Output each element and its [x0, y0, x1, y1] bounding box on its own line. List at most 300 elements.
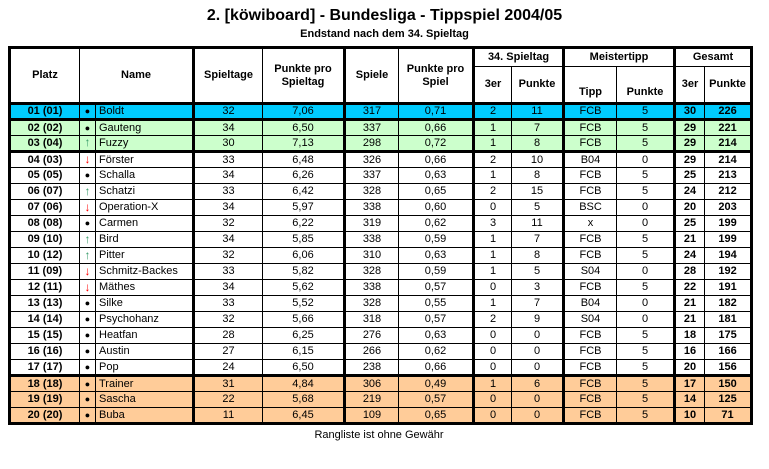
header-name: Name [80, 48, 194, 104]
table-row [10, 136, 752, 152]
table-header [10, 48, 752, 104]
meistertipp-punkte-cell: 5 [617, 392, 675, 408]
gesamt-punkte-cell: 194 [705, 248, 752, 264]
punkte-pro-spiel-cell: 0,62 [399, 344, 474, 360]
spieltag34-punkte-cell: 10 [512, 152, 564, 168]
spieltag34-punkte-cell: 0 [512, 360, 564, 376]
trend-cell [80, 120, 96, 136]
trend-cell [80, 168, 96, 184]
spieltage-cell: 24 [194, 360, 263, 376]
spieltag34-punkte-cell: 7 [512, 120, 564, 136]
player-name-cell: Austin [96, 344, 194, 360]
player-name-cell: Heatfan [96, 328, 194, 344]
spieltag34-punkte-cell: 9 [512, 312, 564, 328]
trend-icon: ↑ [84, 247, 91, 262]
gesamt-punkte-cell: 192 [705, 264, 752, 280]
trend-icon: ● [84, 330, 91, 340]
spieltag34-3er-cell: 0 [474, 392, 512, 408]
spieltag34-3er-cell: 2 [474, 184, 512, 200]
spieltag34-punkte-cell: 0 [512, 392, 564, 408]
meistertipp-tipp-cell: S04 [564, 264, 617, 280]
spieltag34-punkte-cell: 0 [512, 344, 564, 360]
spiele-cell: 219 [345, 392, 399, 408]
gesamt-3er-cell: 10 [675, 408, 705, 424]
gesamt-3er-cell: 25 [675, 168, 705, 184]
header-34-punkte: Punkte [512, 67, 564, 104]
trend-cell [80, 296, 96, 312]
header-gesamt-3er: 3er [675, 67, 705, 104]
rank-cell: 16 (16) [10, 344, 80, 360]
table-row [10, 312, 752, 328]
spieltag34-3er-cell: 1 [474, 264, 512, 280]
spieltag34-punkte-cell: 11 [512, 216, 564, 232]
gesamt-3er-cell: 24 [675, 248, 705, 264]
player-name-cell: Bird [96, 232, 194, 248]
page-title: 2. [köwiboard] - Bundesliga - Tippspiel 2004/05 [206, 7, 563, 24]
punkte-pro-spiel-cell: 0,66 [399, 360, 474, 376]
trend-icon: ↑ [84, 135, 91, 149]
meistertipp-punkte-cell: 0 [617, 264, 675, 280]
spieltag34-3er-cell: 0 [474, 408, 512, 424]
meistertipp-punkte-cell: 5 [617, 344, 675, 360]
trend-cell [80, 264, 96, 280]
spieltag34-3er-cell: 1 [474, 248, 512, 264]
punkte-pro-spiel-cell: 0,63 [399, 248, 474, 264]
table-row [10, 232, 752, 248]
punkte-pro-spiel-cell: 0,57 [399, 280, 474, 296]
header-meistertipp-punkte: Punkte [617, 67, 675, 104]
punkte-pro-spieltag-cell: 5,66 [263, 312, 345, 328]
gesamt-punkte-cell: 125 [705, 392, 752, 408]
spieltage-cell: 33 [194, 264, 263, 280]
table-row [10, 104, 752, 120]
header-34-3er: 3er [474, 67, 512, 104]
meistertipp-punkte-cell: 0 [617, 312, 675, 328]
table-row [10, 296, 752, 312]
gesamt-punkte-cell: 150 [705, 376, 752, 392]
player-name-cell: Carmen [96, 216, 194, 232]
rank-cell: 15 (15) [10, 328, 80, 344]
spieltag34-3er-cell: 1 [474, 168, 512, 184]
gesamt-3er-cell: 18 [675, 328, 705, 344]
spieltag34-3er-cell: 0 [474, 328, 512, 344]
spieltag34-punkte-cell: 5 [512, 264, 564, 280]
spiele-cell: 337 [345, 120, 399, 136]
rank-cell: 01 (01) [10, 104, 80, 120]
meistertipp-tipp-cell: FCB [564, 280, 617, 296]
rank-cell: 18 (18) [10, 376, 80, 392]
player-name-cell: Fuzzy [96, 136, 194, 152]
meistertipp-tipp-cell: FCB [564, 376, 617, 392]
spieltage-cell: 28 [194, 328, 263, 344]
trend-cell [80, 328, 96, 344]
trend-cell [80, 152, 96, 168]
spieltag34-3er-cell: 0 [474, 344, 512, 360]
punkte-pro-spiel-cell: 0,62 [399, 216, 474, 232]
player-name-cell: Psychohanz [96, 312, 194, 328]
rank-cell: 07 (06) [10, 200, 80, 216]
punkte-pro-spiel-cell: 0,66 [399, 120, 474, 136]
spieltag34-punkte-cell: 7 [512, 296, 564, 312]
punkte-pro-spieltag-cell: 6,45 [263, 408, 345, 424]
meistertipp-punkte-cell: 5 [617, 232, 675, 248]
table-row [10, 184, 752, 200]
trend-cell [80, 136, 96, 152]
spieltag34-punkte-cell: 6 [512, 376, 564, 392]
gesamt-3er-cell: 29 [675, 136, 705, 152]
rank-cell: 12 (11) [10, 280, 80, 296]
meistertipp-tipp-cell: B04 [564, 152, 617, 168]
header-group-34-spieltag: 34. Spieltag [474, 48, 564, 67]
spiele-cell: 318 [345, 312, 399, 328]
spiele-cell: 337 [345, 168, 399, 184]
rank-cell: 05 (05) [10, 168, 80, 184]
rank-cell: 13 (13) [10, 296, 80, 312]
rank-cell: 10 (12) [10, 248, 80, 264]
player-name-cell: Sascha [96, 392, 194, 408]
rank-cell: 04 (03) [10, 152, 80, 168]
player-name-cell: Gauteng [96, 120, 194, 136]
trend-cell [80, 216, 96, 232]
gesamt-punkte-cell: 182 [705, 296, 752, 312]
punkte-pro-spieltag-cell: 6,50 [263, 360, 345, 376]
punkte-pro-spieltag-cell: 5,62 [263, 280, 345, 296]
meistertipp-tipp-cell: FCB [564, 184, 617, 200]
punkte-pro-spiel-cell: 0,63 [399, 168, 474, 184]
spieltag34-punkte-cell: 15 [512, 184, 564, 200]
trend-cell [80, 104, 96, 120]
meistertipp-punkte-cell: 5 [617, 120, 675, 136]
header-group-gesamt: Gesamt [675, 48, 752, 67]
gesamt-3er-cell: 22 [675, 280, 705, 296]
trend-icon: ● [84, 378, 91, 389]
trend-icon: ● [84, 218, 91, 228]
trend-icon: ● [84, 394, 91, 404]
gesamt-3er-cell: 20 [675, 200, 705, 216]
rank-cell: 08 (08) [10, 216, 80, 232]
spiele-cell: 328 [345, 264, 399, 280]
spieltage-cell: 34 [194, 232, 263, 248]
table-row [10, 200, 752, 216]
meistertipp-punkte-cell: 5 [617, 184, 675, 200]
punkte-pro-spiel-cell: 0,72 [399, 136, 474, 152]
header-punkte-pro-spieltag: Punkte pro Spieltag [263, 48, 345, 104]
gesamt-punkte-cell: 214 [705, 136, 752, 152]
gesamt-punkte-cell: 213 [705, 168, 752, 184]
player-name-cell: Pop [96, 360, 194, 376]
spiele-cell: 310 [345, 248, 399, 264]
punkte-pro-spiel-cell: 0,57 [399, 312, 474, 328]
spieltage-cell: 22 [194, 392, 263, 408]
table-row [10, 328, 752, 344]
punkte-pro-spieltag-cell: 6,42 [263, 184, 345, 200]
header-tipp: Tipp [564, 67, 617, 104]
table-row [10, 152, 752, 168]
gesamt-punkte-cell: 175 [705, 328, 752, 344]
table-row [10, 120, 752, 136]
spieltage-cell: 32 [194, 248, 263, 264]
trend-cell [80, 360, 96, 376]
trend-cell [80, 312, 96, 328]
player-name-cell: Schmitz-Backes [96, 264, 194, 280]
spieltag34-punkte-cell: 11 [512, 104, 564, 120]
spieltag34-punkte-cell: 5 [512, 200, 564, 216]
player-name-cell: Trainer [96, 376, 194, 392]
table-row [10, 360, 752, 376]
punkte-pro-spiel-cell: 0,59 [399, 264, 474, 280]
spieltage-cell: 34 [194, 120, 263, 136]
table-row [10, 280, 752, 296]
trend-icon: ● [84, 409, 91, 420]
spiele-cell: 109 [345, 408, 399, 424]
punkte-pro-spieltag-cell: 6,50 [263, 120, 345, 136]
spieltag34-3er-cell: 2 [474, 104, 512, 120]
gesamt-punkte-cell: 181 [705, 312, 752, 328]
rank-cell: 09 (10) [10, 232, 80, 248]
spiele-cell: 306 [345, 376, 399, 392]
rank-cell: 19 (19) [10, 392, 80, 408]
meistertipp-punkte-cell: 5 [617, 248, 675, 264]
trend-icon: ● [84, 314, 91, 324]
header-punkte-pro-spiel: Punkte pro Spiel [399, 48, 474, 104]
player-name-cell: Silke [96, 296, 194, 312]
trend-icon: ● [84, 170, 91, 180]
meistertipp-punkte-cell: 0 [617, 200, 675, 216]
gesamt-3er-cell: 21 [675, 232, 705, 248]
spieltage-cell: 32 [194, 216, 263, 232]
meistertipp-tipp-cell: x [564, 216, 617, 232]
spieltag34-punkte-cell: 3 [512, 280, 564, 296]
meistertipp-punkte-cell: 0 [617, 152, 675, 168]
gesamt-3er-cell: 16 [675, 344, 705, 360]
punkte-pro-spiel-cell: 0,57 [399, 392, 474, 408]
trend-icon: ● [84, 106, 91, 116]
player-name-cell: Pitter [96, 248, 194, 264]
meistertipp-punkte-cell: 5 [617, 136, 675, 152]
header-platz: Platz [10, 48, 80, 104]
spieltag34-3er-cell: 2 [474, 152, 512, 168]
punkte-pro-spieltag-cell: 5,82 [263, 264, 345, 280]
gesamt-3er-cell: 29 [675, 120, 705, 136]
punkte-pro-spieltag-cell: 5,68 [263, 392, 345, 408]
gesamt-3er-cell: 17 [675, 376, 705, 392]
player-name-cell: Operation-X [96, 200, 194, 216]
spieltag34-3er-cell: 0 [474, 200, 512, 216]
gesamt-3er-cell: 25 [675, 216, 705, 232]
spiele-cell: 276 [345, 328, 399, 344]
punkte-pro-spieltag-cell: 4,84 [263, 376, 345, 392]
punkte-pro-spiel-cell: 0,63 [399, 328, 474, 344]
meistertipp-tipp-cell: FCB [564, 104, 617, 120]
meistertipp-tipp-cell: BSC [564, 200, 617, 216]
meistertipp-tipp-cell: FCB [564, 344, 617, 360]
trend-cell [80, 232, 96, 248]
meistertipp-tipp-cell: FCB [564, 392, 617, 408]
gesamt-3er-cell: 14 [675, 392, 705, 408]
table-row [10, 264, 752, 280]
rank-cell: 11 (09) [10, 264, 80, 280]
spiele-cell: 298 [345, 136, 399, 152]
disclaimer-text: Rangliste ist ohne Gewähr [314, 429, 444, 441]
spiele-cell: 326 [345, 152, 399, 168]
meistertipp-tipp-cell: FCB [564, 168, 617, 184]
punkte-pro-spieltag-cell: 5,52 [263, 296, 345, 312]
spieltage-cell: 30 [194, 136, 263, 152]
punkte-pro-spieltag-cell: 6,48 [263, 152, 345, 168]
player-name-cell: Buba [96, 408, 194, 424]
spieltag34-3er-cell: 1 [474, 120, 512, 136]
trend-cell [80, 280, 96, 296]
rank-cell: 03 (04) [10, 136, 80, 152]
meistertipp-tipp-cell: FCB [564, 408, 617, 424]
trend-cell [80, 184, 96, 200]
gesamt-punkte-cell: 203 [705, 200, 752, 216]
meistertipp-punkte-cell: 5 [617, 280, 675, 296]
gesamt-punkte-cell: 226 [705, 104, 752, 120]
spieltag34-3er-cell: 2 [474, 312, 512, 328]
spieltag34-3er-cell: 0 [474, 280, 512, 296]
gesamt-3er-cell: 20 [675, 360, 705, 376]
gesamt-3er-cell: 21 [675, 312, 705, 328]
spiele-cell: 338 [345, 280, 399, 296]
gesamt-3er-cell: 21 [675, 296, 705, 312]
spiele-cell: 338 [345, 232, 399, 248]
trend-cell [80, 344, 96, 360]
trend-icon: ● [84, 361, 91, 372]
punkte-pro-spiel-cell: 0,65 [399, 184, 474, 200]
gesamt-3er-cell: 29 [675, 152, 705, 168]
spieltag34-punkte-cell: 7 [512, 232, 564, 248]
spieltage-cell: 32 [194, 312, 263, 328]
punkte-pro-spieltag-cell: 5,85 [263, 232, 345, 248]
punkte-pro-spiel-cell: 0,60 [399, 200, 474, 216]
punkte-pro-spiel-cell: 0,65 [399, 408, 474, 424]
gesamt-punkte-cell: 71 [705, 408, 752, 424]
trend-cell [80, 200, 96, 216]
gesamt-punkte-cell: 156 [705, 360, 752, 376]
gesamt-punkte-cell: 199 [705, 232, 752, 248]
table-row [10, 344, 752, 360]
rank-cell: 02 (02) [10, 120, 80, 136]
spieltag34-3er-cell: 3 [474, 216, 512, 232]
trend-icon: ↑ [84, 183, 91, 198]
header-spiele: Spiele [345, 48, 399, 104]
spieltag34-3er-cell: 1 [474, 232, 512, 248]
spieltag34-punkte-cell: 0 [512, 408, 564, 424]
player-name-cell: Boldt [96, 104, 194, 120]
meistertipp-punkte-cell: 5 [617, 168, 675, 184]
punkte-pro-spieltag-cell: 6,22 [263, 216, 345, 232]
gesamt-punkte-cell: 199 [705, 216, 752, 232]
spiele-cell: 266 [345, 344, 399, 360]
meistertipp-tipp-cell: FCB [564, 248, 617, 264]
spiele-cell: 328 [345, 296, 399, 312]
trend-icon: ● [84, 346, 91, 356]
trend-icon: ● [84, 122, 91, 133]
gesamt-3er-cell: 30 [675, 104, 705, 120]
spiele-cell: 317 [345, 104, 399, 120]
spieltag34-3er-cell: 1 [474, 136, 512, 152]
rank-cell: 14 (14) [10, 312, 80, 328]
meistertipp-tipp-cell: FCB [564, 328, 617, 344]
meistertipp-punkte-cell: 5 [617, 408, 675, 424]
punkte-pro-spieltag-cell: 6,26 [263, 168, 345, 184]
header-gesamt-punkte: Punkte [705, 67, 752, 104]
meistertipp-punkte-cell: 5 [617, 328, 675, 344]
spiele-cell: 319 [345, 216, 399, 232]
player-name-cell: Mäthes [96, 280, 194, 296]
player-name-cell: Schatzi [96, 184, 194, 200]
table-row [10, 248, 752, 264]
spieltage-cell: 34 [194, 168, 263, 184]
table-row [10, 392, 752, 408]
spieltage-cell: 11 [194, 408, 263, 424]
trend-icon: ↓ [84, 263, 91, 278]
spieltage-cell: 33 [194, 296, 263, 312]
table-row [10, 376, 752, 392]
punkte-pro-spieltag-cell: 7,06 [263, 104, 345, 120]
gesamt-3er-cell: 24 [675, 184, 705, 200]
rank-cell: 06 (07) [10, 184, 80, 200]
meistertipp-punkte-cell: 0 [617, 296, 675, 312]
spiele-cell: 238 [345, 360, 399, 376]
spieltag34-punkte-cell: 0 [512, 328, 564, 344]
rank-cell: 17 (17) [10, 360, 80, 376]
spieltag34-3er-cell: 0 [474, 360, 512, 376]
spieltage-cell: 34 [194, 200, 263, 216]
spieltag34-3er-cell: 1 [474, 376, 512, 392]
table-row [10, 408, 752, 424]
spiele-cell: 338 [345, 200, 399, 216]
player-name-cell: Schalla [96, 168, 194, 184]
trend-icon: ↓ [84, 152, 91, 166]
trend-cell [80, 392, 96, 408]
gesamt-3er-cell: 28 [675, 264, 705, 280]
spieltag34-punkte-cell: 8 [512, 248, 564, 264]
table-row [10, 168, 752, 184]
spiele-cell: 328 [345, 184, 399, 200]
spieltage-cell: 31 [194, 376, 263, 392]
page-subtitle: Endstand nach dem 34. Spieltag [300, 28, 469, 40]
spieltage-cell: 33 [194, 152, 263, 168]
meistertipp-tipp-cell: FCB [564, 360, 617, 376]
meistertipp-tipp-cell: S04 [564, 312, 617, 328]
spieltage-cell: 34 [194, 280, 263, 296]
trend-icon: ● [84, 298, 91, 308]
trend-icon: ↑ [84, 231, 91, 246]
trend-icon: ↓ [84, 199, 91, 214]
punkte-pro-spieltag-cell: 7,13 [263, 136, 345, 152]
spieltage-cell: 27 [194, 344, 263, 360]
punkte-pro-spiel-cell: 0,49 [399, 376, 474, 392]
meistertipp-tipp-cell: B04 [564, 296, 617, 312]
punkte-pro-spieltag-cell: 6,15 [263, 344, 345, 360]
meistertipp-punkte-cell: 0 [617, 216, 675, 232]
spieltag34-punkte-cell: 8 [512, 168, 564, 184]
spieltag34-3er-cell: 1 [474, 296, 512, 312]
spieltage-cell: 33 [194, 184, 263, 200]
meistertipp-tipp-cell: FCB [564, 232, 617, 248]
gesamt-punkte-cell: 212 [705, 184, 752, 200]
spieltag34-punkte-cell: 8 [512, 136, 564, 152]
punkte-pro-spieltag-cell: 6,25 [263, 328, 345, 344]
trend-icon: ↓ [84, 279, 91, 294]
punkte-pro-spieltag-cell: 5,97 [263, 200, 345, 216]
meistertipp-tipp-cell: FCB [564, 120, 617, 136]
table-body [10, 104, 752, 424]
header-spieltage: Spieltage [194, 48, 263, 104]
punkte-pro-spiel-cell: 0,66 [399, 152, 474, 168]
